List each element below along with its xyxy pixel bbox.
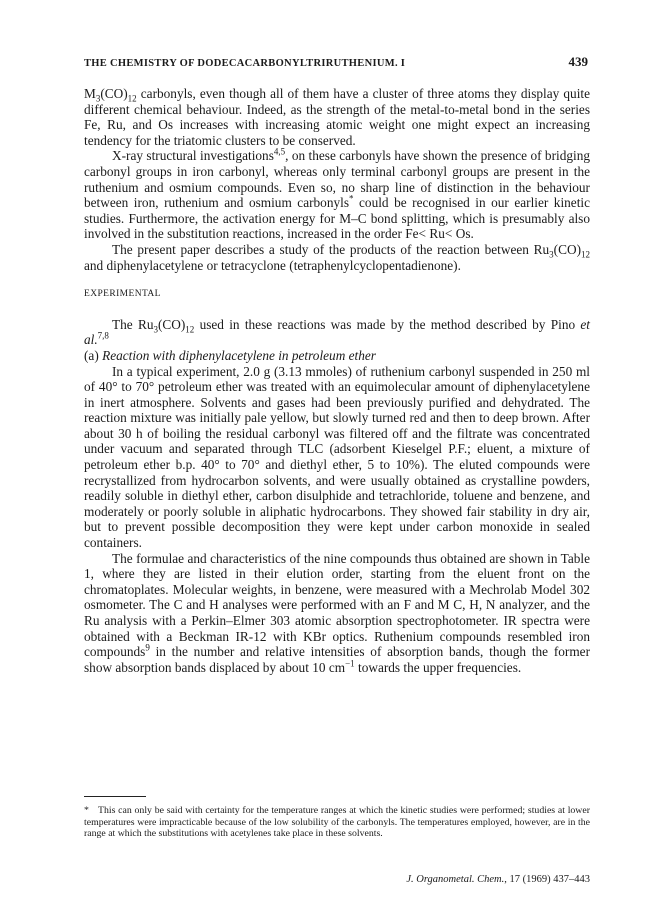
paragraph-intro: $M_3(CO)_{12}$ carbonyls, even though all of them have a cluster of three atoms they display quite different chemical behaviour. Indeed, as the strength of the metal-to-metal bond in the series Fe, Ru, and Os increases with increasing atomic weight one might expect an increasing tendency for the triatomic clusters to be conserved.: [84, 86, 590, 148]
reference-mark: 7,8: [97, 330, 109, 341]
page-header: [84, 54, 588, 70]
footnote: [84, 805, 590, 840]
paragraph-procedure: In a typical experiment, 2.0 g (3.13 mmoles) of ruthenium carbonyl suspended in 250 ml of 40° to 70° petroleum ether was treated with an equimolecular amount of diphenylacetylene in inert atmosphere. Solvents and gases had been previously purified and dehydrated. The reaction mixture was initially pale yellow, but slowly turned red and then to deep brown. After about 30 h of boiling the residual carbonyl was filtered off and the filtrate was concentrated under vacuum and separated through TLC (adsorbent Kieselgel P.F.; eluent, a mixture of petroleum ether b.p. 40° to 70° and diethyl ether, 5 to 10%). The eluted compounds were recrystallized from hydrocarbon solvents, and were usually obtained as crystalline powders, readily soluble in diethyl ether, carbon disulphide and tetrachloride, toluene and benzene, and moderately or poorly soluble in aliphatic hydrocarbons. They showed fair stability in dry air, but to prevent possible decomposition they were kept under carbon monoxide in sealed containers.: [84, 363, 590, 551]
running-title: THE CHEMISTRY OF DODECACARBONYLTRIRUTHENIUM. I: [84, 58, 406, 69]
page-number: 439: [568, 54, 588, 69]
paragraph-aim: The present paper describes a study of the products of the reaction between $Ru_3(CO)_{12}$ and diphenylacetylene or tetracyclone (tetraphenylcyclopentadienone).: [84, 241, 590, 273]
journal-citation: J. Organometal. Chem., 17 (1969) 437–443: [406, 874, 590, 885]
reference-mark: 9: [145, 642, 150, 653]
paragraph-preparation: The $Ru_3(CO)_{12}$ used in these reactions was made by the method described by Pino et al.$^{7,8}$: [84, 316, 590, 348]
paragraph-characterization: The formulae and characteristics of the nine compounds thus obtained are shown in Table 1, where they are listed in their elution order, starting from the eluent front on the chromatoplates. Molecular weights, in benzene, were measured with a Mechrolab Model 302 osmometer. The C and H analyses were performed with an F and M C, H, N analyzer, and the Ru analysis with a Perkin–Elmer 303 atomic absorption spectrophotometer. IR spectra were obtained with a Beckman IR-12 with KBr optics. Ruthenium compounds resembled iron compounds$^9$ in the number and relative intensities of absorption bands, though the former show absorption bands displaced by about 10 $cm^{-1}$ towards the upper frequencies.: [84, 550, 590, 675]
section-heading-experimental: EXPERIMENTAL: [84, 289, 161, 300]
footnote-mark: *: [84, 805, 89, 816]
footnote-divider: [84, 796, 146, 797]
reference-mark: 4,5: [273, 146, 286, 157]
paragraph-xray: X-ray structural investigations$^{4,5}$, on these carbonyls have shown the presence of bridging carbonyl groups in iron carbonyl, whereas only terminal carbonyl groups are present in the ruthenium and osmium compounds. Even so, no sharp line of distinction in the behaviour between iron, ruthenium and osmium carbonyls* could be recognised in our earlier kinetic studies. Furthermore, the activation energy for M–C bond splitting, which is presumably also involved in the substitution reactions, increased in the order Fe< Ru< Os.: [84, 146, 590, 242]
article-body: [84, 86, 590, 675]
footnote-text: This can only be said with certainty for the temperature ranges at which the kinetic studies were performed; studies at lower temperatures were impracticable because of the low solubility of the carbonyls. The temperatures employed, however, are in the range at which the substitutions with acetylenes take place in these solvents.: [84, 805, 590, 840]
footnote-mark: *: [349, 193, 354, 204]
subsection-heading: (a) Reaction with diphenylacetylene in petroleum ether: [84, 347, 376, 363]
